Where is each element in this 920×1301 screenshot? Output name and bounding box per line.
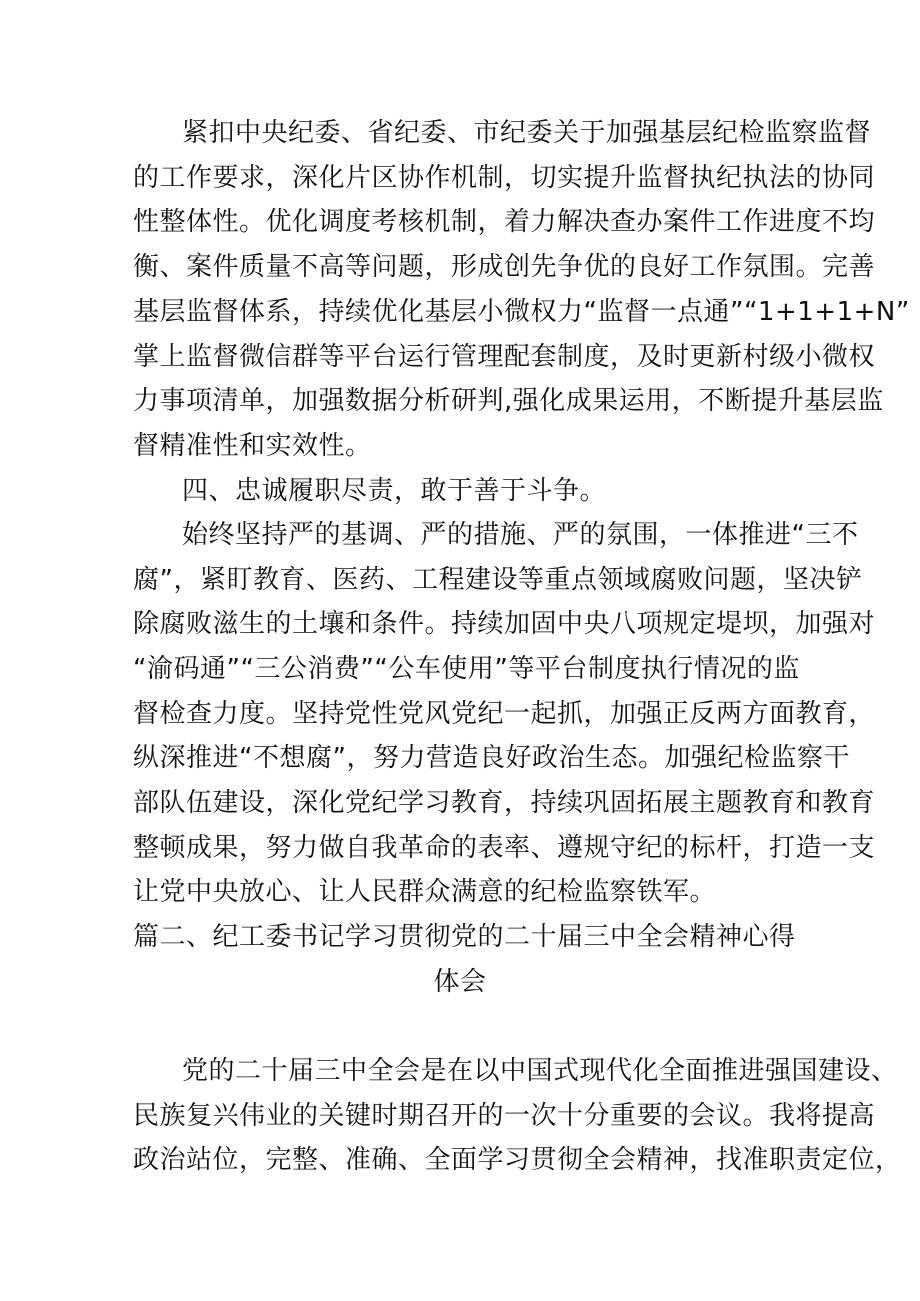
paragraph-line: 始终坚持严的基调、严的措施、严的氛围，一体推进“三不 — [182, 520, 859, 550]
article-title-continuation: 体会 — [433, 967, 487, 997]
paragraph-line: 性整体性。优化调度考核机制，着力解决查办案件工作进度不均 — [133, 207, 876, 237]
paragraph-line: 紧扣中央纪委、省纪委、市纪委关于加强基层纪检监察监督 — [182, 118, 872, 148]
paragraph-line: 的工作要求，深化片区协作机制，切实提升监督执纪执法的协同 — [133, 163, 876, 193]
paragraph-line: 衡、案件质量不高等问题，形成创先争优的良好工作氛围。完善 — [133, 252, 876, 282]
paragraph-line: 纵深推进“不想腐”，努力营造良好政治生态。加强纪检监察干 — [133, 743, 850, 773]
paragraph-line: 让党中央放心、让人民群众满意的纪检监察铁军。 — [133, 877, 717, 907]
paragraph-line: 整顿成果，努力做自我革命的表率、遵规守纪的标杆，打造一支 — [133, 833, 876, 863]
paragraph-line: 腐”，紧盯教育、医药、工程建设等重点领域腐败问题，坚决铲 — [133, 565, 863, 595]
paragraph-line: 基层监督体系，持续优化基层小微权力“监督一点通”“1+1+1+N” — [133, 297, 910, 327]
paragraph-line: 掌上监督微信群等平台运行管理配套制度，及时更新村级小微权 — [133, 342, 876, 372]
paragraph-line: 督精准性和实效性。 — [133, 431, 372, 461]
paragraph-line: 部队伍建设，深化党纪学习教育，持续巩固拓展主题教育和教育 — [133, 788, 876, 818]
paragraph-line: 除腐败滋生的土壤和条件。持续加固中央八项规定堤坝，加强对 — [133, 609, 876, 639]
paragraph-line: 力事项清单，加强数据分析研判,强化成果运用，不断提升基层监 — [133, 386, 884, 416]
paragraph-line: 政治站位，完整、准确、全面学习贯彻全会精神，找准职责定位， — [133, 1145, 902, 1175]
article-title: 篇二、纪工委书记学习贯彻党的二十届三中全会精神心得 — [133, 922, 796, 952]
section-heading: 四、忠诚履职尽责，敢于善于斗争。 — [182, 476, 607, 506]
paragraph-line: 督检查力度。坚持党性党风党纪一起抓，加强正反两方面教育， — [133, 699, 876, 729]
paragraph-line: 党的二十届三中全会是在以中国式现代化全面推进强国建设、 — [182, 1056, 898, 1086]
paragraph-line: “渝码通”“三公消费”“公车使用”等平台制度执行情况的监 — [133, 654, 800, 684]
paragraph-line: 民族复兴伟业的关键时期召开的一次十分重要的会议。我将提高 — [133, 1101, 876, 1131]
